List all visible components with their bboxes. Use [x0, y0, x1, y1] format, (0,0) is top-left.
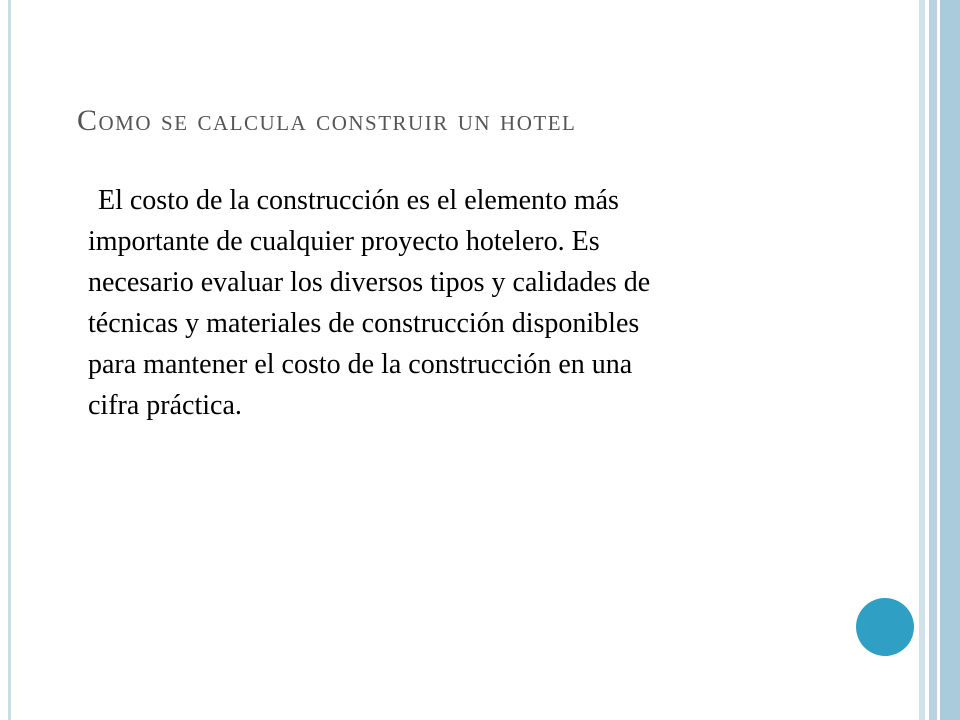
body-line: necesario evaluar los diversos tipos y calidades de	[88, 267, 651, 298]
slide-title: Como se calcula construir un hotel	[77, 104, 577, 137]
body-line: para mantener el costo de la construcción en una	[88, 349, 633, 380]
right-stripe-3	[940, 0, 960, 720]
left-frame-line	[8, 0, 11, 720]
body-line: El costo de la construcción es el elemento más	[98, 185, 619, 216]
body-line: técnicas y materiales de construcción disponibles	[88, 308, 640, 339]
body-line: cifra práctica.	[88, 390, 242, 421]
accent-circle	[856, 598, 914, 656]
right-stripe-2	[929, 0, 937, 720]
body-text	[88, 180, 833, 426]
body-line: importante de cualquier proyecto hotelero. Es	[88, 226, 600, 257]
